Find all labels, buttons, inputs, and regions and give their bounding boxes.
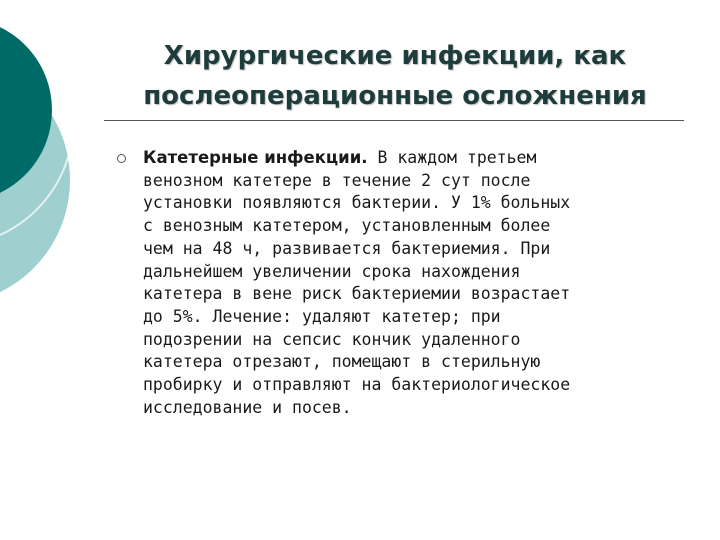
bullet-paragraph xyxy=(143,147,688,419)
bullet-line-5: чем на 48 ч, развивается бактериемия. При xyxy=(143,238,551,258)
bullet-line-1 xyxy=(143,147,688,170)
bullet-lead-rest: В каждом третьем xyxy=(367,148,537,167)
bullet-line-6: дальнейшем увеличении срока нахождения xyxy=(143,261,521,281)
bullet-lead: Катетерные инфекции. xyxy=(143,148,368,167)
bullet-line-4: с венозным катетером, установленным более xyxy=(143,216,551,236)
bullet-line-11: пробирку и отправляют на бактериологическое xyxy=(143,375,571,395)
title-divider xyxy=(104,120,684,121)
bullet-line-9: подозрении на сепсис кончик удаленного xyxy=(143,329,521,349)
slide-title-line-2: послеоперационные осложнения xyxy=(143,81,647,111)
bullet-line-10: катетера отрезают, помещают в стерильную xyxy=(143,352,541,372)
slide-title xyxy=(100,36,690,116)
bullet-line-12: исследование и посев. xyxy=(143,397,352,417)
bullet-line-8: до 5%. Лечение: удаляют катетер; при xyxy=(143,306,501,326)
bullet-line-3: установки появляются бактерии. У 1% больных xyxy=(143,193,571,213)
slide-title-line-1: Хирургические инфекции, как xyxy=(163,41,627,71)
bullet-line-2: венозном катетере в течение 2 сут после xyxy=(143,170,531,190)
bullet-line-7: катетера в вене риск бактериемии возрастает xyxy=(143,284,571,304)
bullet-circle-icon xyxy=(117,154,126,163)
